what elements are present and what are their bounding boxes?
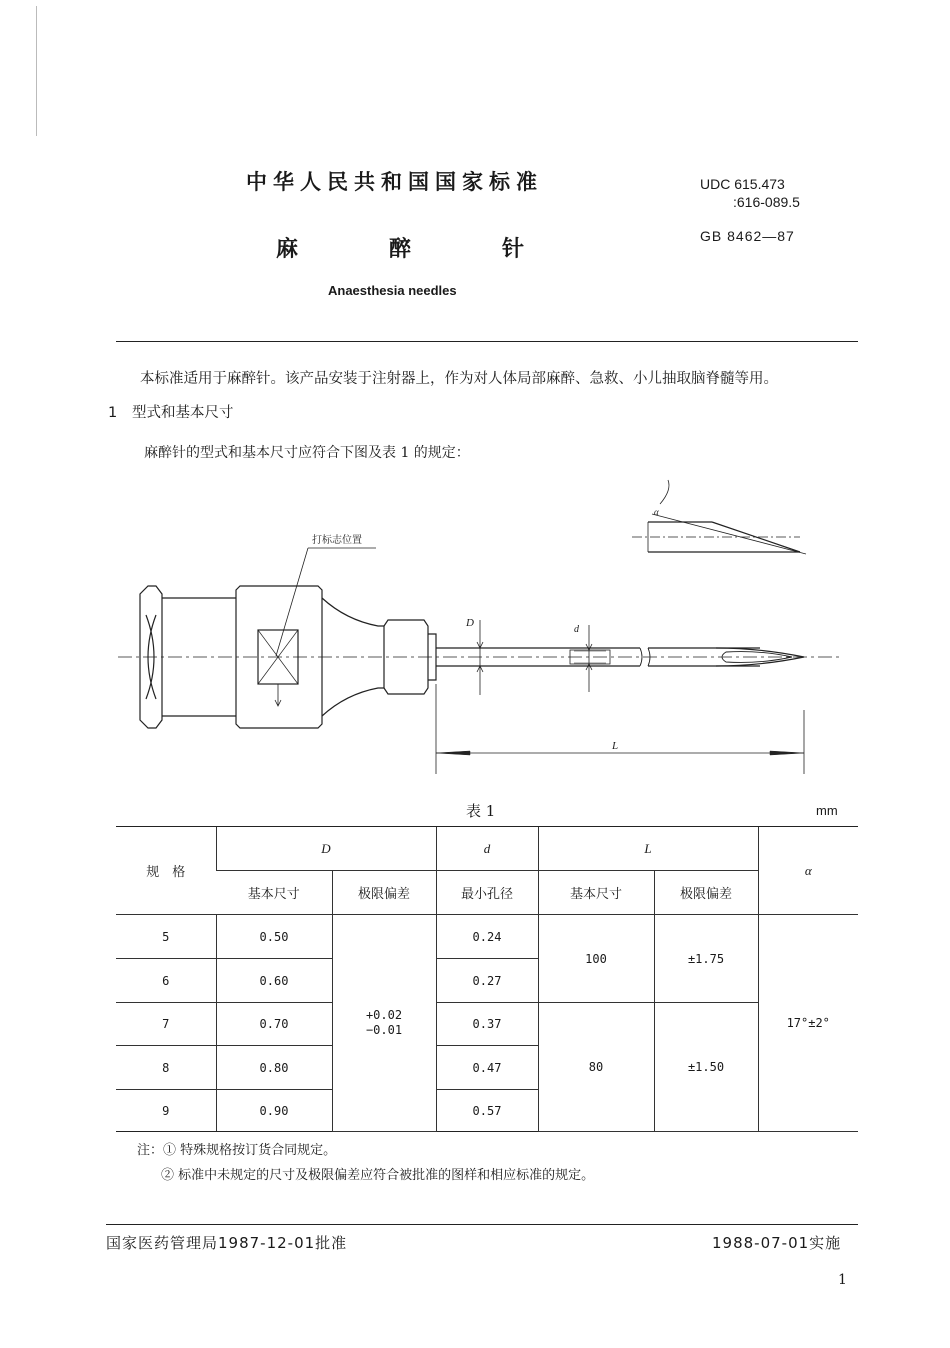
subheader-d-min: 最小孔径 xyxy=(436,871,538,915)
national-standard-title: 中华人民共和国国家标准 xyxy=(246,170,543,194)
note-1: 注：① 特殊规格按订货合同规定。 xyxy=(137,1143,337,1158)
section-title: 型式和基本尺寸 xyxy=(132,405,234,421)
subheader-L-basic: 基本尺寸 xyxy=(538,871,654,915)
cell-d: 0.57 xyxy=(436,1090,538,1132)
cell-D-tolerance xyxy=(332,915,436,1132)
standard-name xyxy=(276,232,615,263)
tol-upper: +0.02 xyxy=(365,1008,403,1022)
gb-code: GB 8462—87 xyxy=(700,228,795,244)
tol-lower: −0.01 xyxy=(365,1023,403,1037)
dimension-table xyxy=(116,826,858,1132)
scope-paragraph: 本标准适用于麻醉针。该产品安装于注射器上，作为对人体局部麻醉、急救、小儿抽取脑脊髓等用。 xyxy=(140,371,778,387)
header-spec: 规 格 xyxy=(116,827,216,915)
cell-spec: 7 xyxy=(116,1003,216,1046)
cell-d: 0.47 xyxy=(436,1046,538,1090)
cell-L-basic: 80 xyxy=(538,1003,654,1132)
mark-position-label: 打标志位置 xyxy=(312,535,362,546)
footer-rule xyxy=(106,1224,858,1225)
udc-code-line2: :616-089.5 xyxy=(733,194,800,210)
needle-drawing xyxy=(0,470,950,800)
cell-D: 0.60 xyxy=(216,959,332,1003)
section-heading xyxy=(108,401,234,422)
subheader-D-dev: 极限偏差 xyxy=(332,871,436,915)
cell-spec: 6 xyxy=(116,959,216,1003)
cell-spec: 8 xyxy=(116,1046,216,1090)
section-body: 麻醉针的型式和基本尺寸应符合下图及表 1 的规定： xyxy=(144,445,470,461)
approval-line: 国家医药管理局1987-12-01批准 xyxy=(106,1234,348,1252)
cell-d: 0.27 xyxy=(436,959,538,1003)
dim-L-label: L xyxy=(612,740,619,752)
table-title: 表 1 xyxy=(466,802,496,820)
cell-D: 0.70 xyxy=(216,1003,332,1046)
standard-name-char: 麻 xyxy=(276,237,299,262)
standard-name-en: Anaesthesia needles xyxy=(328,283,457,298)
cell-spec: 9 xyxy=(116,1090,216,1132)
cell-d: 0.37 xyxy=(436,1003,538,1046)
note-2: ② 标准中未规定的尺寸及极限偏差应符合被批准的图样和相应标准的规定。 xyxy=(161,1168,595,1183)
cell-spec: 5 xyxy=(116,915,216,959)
header-D: D xyxy=(216,827,436,871)
subheader-L-dev: 极限偏差 xyxy=(654,871,758,915)
table-unit: mm xyxy=(816,803,838,818)
udc-code-line1: UDC 615.473 xyxy=(700,176,785,192)
cell-L-dev: ±1.50 xyxy=(654,1003,758,1132)
header-L: L xyxy=(538,827,758,871)
table-row xyxy=(116,915,858,959)
cell-L-dev: ±1.75 xyxy=(654,915,758,1003)
table-subheader-row xyxy=(116,871,858,915)
table-row xyxy=(116,1003,858,1046)
standard-name-char: 醉 xyxy=(389,237,412,262)
cell-D: 0.50 xyxy=(216,915,332,959)
implementation-line: 1988-07-01实施 xyxy=(712,1234,842,1252)
dim-D-label: D xyxy=(466,617,474,629)
subheader-D-basic: 基本尺寸 xyxy=(216,871,332,915)
cell-D: 0.90 xyxy=(216,1090,332,1132)
header-alpha: α xyxy=(758,827,858,915)
dimension-D xyxy=(465,617,483,695)
page-number: 1 xyxy=(838,1272,847,1288)
mark-position-callout xyxy=(276,533,376,656)
header-rule xyxy=(116,341,858,342)
table-header-row xyxy=(116,827,858,871)
cell-D: 0.80 xyxy=(216,1046,332,1090)
angle-label: α xyxy=(654,507,659,517)
dimension-d xyxy=(574,624,592,692)
cell-L-basic: 100 xyxy=(538,915,654,1003)
section-number: 1 xyxy=(108,405,118,421)
dimension-L xyxy=(436,684,804,774)
cell-alpha: 17°±2° xyxy=(758,915,858,1132)
header-d: d xyxy=(436,827,538,871)
scan-edge-mark xyxy=(36,6,37,136)
bevel-detail xyxy=(632,480,806,554)
dim-d-label: d xyxy=(574,624,579,635)
standard-name-char: 针 xyxy=(502,237,525,262)
cell-d: 0.24 xyxy=(436,915,538,959)
